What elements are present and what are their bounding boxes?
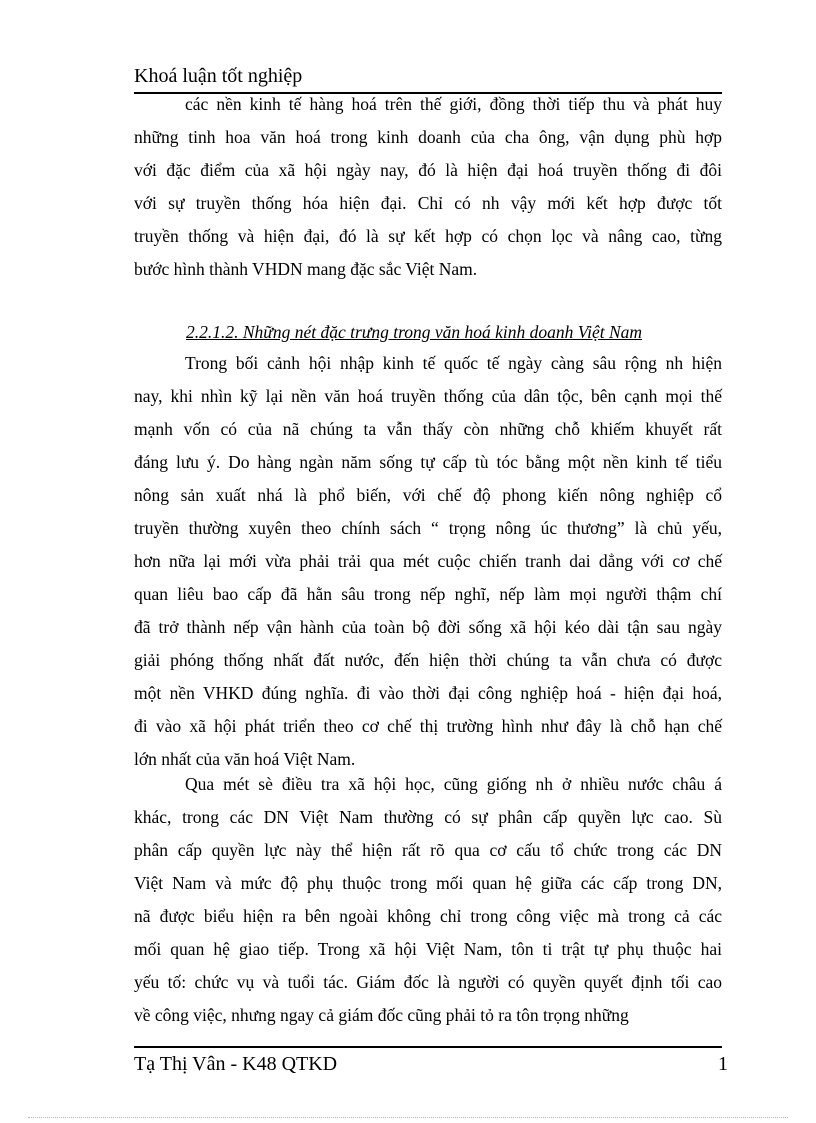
text-line: giải phóng thống nhất đất nước, đến hiện thời chúng ta vẫn chưa có được (134, 650, 722, 670)
footer-rule (134, 1046, 722, 1048)
text-line: yếu tố: chức vụ và tuổi tác. Giám đốc là người có quyền quyết định tối cao (134, 972, 722, 992)
text-line: truyền thường xuyên theo chính sách “ trọng nông úc thương” là chủ yếu, (134, 518, 722, 538)
text-line: mạnh vốn có của nã chúng ta vẫn thấy còn những chỗ khiếm khuyết rất (134, 419, 722, 439)
text-line: quan liêu bao cấp đã hằn sâu trong nếp nghĩ, nếp làm mọi người thậm chí (134, 584, 722, 604)
text-line: bước hình thành VHDN mang đặc sắc Việt Nam. (134, 259, 478, 279)
text-line: Trong bối cảnh hội nhập kinh tế quốc tế ngày càng sâu rộng nh hiện (185, 353, 722, 373)
section-subheading: 2.2.1.2. Những nét đặc trưng trong văn hoá kinh doanh Việt Nam (186, 322, 643, 342)
text-line: những tinh hoa văn hoá trong kinh doanh của cha ông, vận dụng phù hợp (134, 127, 722, 147)
paragraph-continued (134, 88, 722, 286)
text-line: mối quan hệ giao tiếp. Trong xã hội Việt Nam, tôn ti trật tự phụ thuộc hai (134, 939, 722, 959)
text-line: với đặc điểm của xã hội ngày nay, đó là hiện đại hoá truyền thống đi đôi (134, 160, 722, 180)
text-line: về công việc, nhưng ngay cả giám đốc cũng phải tỏ ra tôn trọng những (134, 1005, 629, 1025)
text-line: một nền VHKD đúng nghĩa. đi vào thời đại công nghiệp hoá - hiện đại hoá, (134, 683, 722, 703)
paragraph-context (134, 347, 722, 776)
text-line: nay, khi nhìn kỹ lại nền văn hoá truyền thống của dân tộc, bên cạnh mọi thế (134, 386, 722, 406)
text-line: đã trở thành nếp vận hành của toàn bộ đời sống xã hội kéo dài tận sau ngày (134, 617, 722, 637)
text-line: phân cấp quyền lực này thể hiện rất rõ qua cơ cấu tổ chức trong các DN (134, 840, 722, 860)
text-line: hơn nữa lại mới vừa phải trải qua mét cuộc chiến tranh dai dẳng với cơ chế (134, 551, 722, 571)
text-line: Qua mét sè điều tra xã hội học, cũng giống nh ở nhiều nước châu á (185, 774, 722, 794)
text-line: đi vào xã hội phát triển theo cơ chế thị trường hình như đây là chỗ hạn chế (134, 716, 722, 736)
text-line: đáng lưu ý. Do hàng ngàn năm sống tự cấp tù tóc bằng một nền kinh tế tiểu (134, 452, 722, 472)
text-line: các nền kinh tế hàng hoá trên thế giới, đồng thời tiếp thu và phát huy (185, 94, 722, 114)
text-line: lớn nhất của văn hoá Việt Nam. (134, 749, 356, 769)
text-line: Việt Nam và mức độ phụ thuộc trong mối quan hệ giữa các cấp trong DN, (134, 873, 722, 893)
page-number: 1 (718, 1053, 728, 1075)
text-line: nông sản xuất nhá là phổ biến, với chế độ phong kiến nông nghiệp cổ (134, 485, 722, 505)
footer-author: Tạ Thị Vân - K48 QTKD (134, 1053, 338, 1075)
page-boundary (28, 1117, 788, 1118)
text-line: với sự truyền thống hóa hiện đại. Chỉ có nh vậy mới kết hợp được tốt (134, 193, 722, 213)
paragraph-hierarchy (134, 768, 722, 1032)
text-line: khác, trong các DN Việt Nam thường có sự phân cấp quyền lực cao. Sù (134, 807, 722, 827)
page-header-title: Khoá luận tốt nghiệp (134, 65, 303, 87)
text-line: truyền thống và hiện đại, đó là sự kết hợp có chọn lọc và nâng cao, từng (134, 226, 722, 246)
text-line: nã được biểu hiện ra bên ngoài không chỉ trong công việc mà trong cả các (134, 906, 722, 926)
